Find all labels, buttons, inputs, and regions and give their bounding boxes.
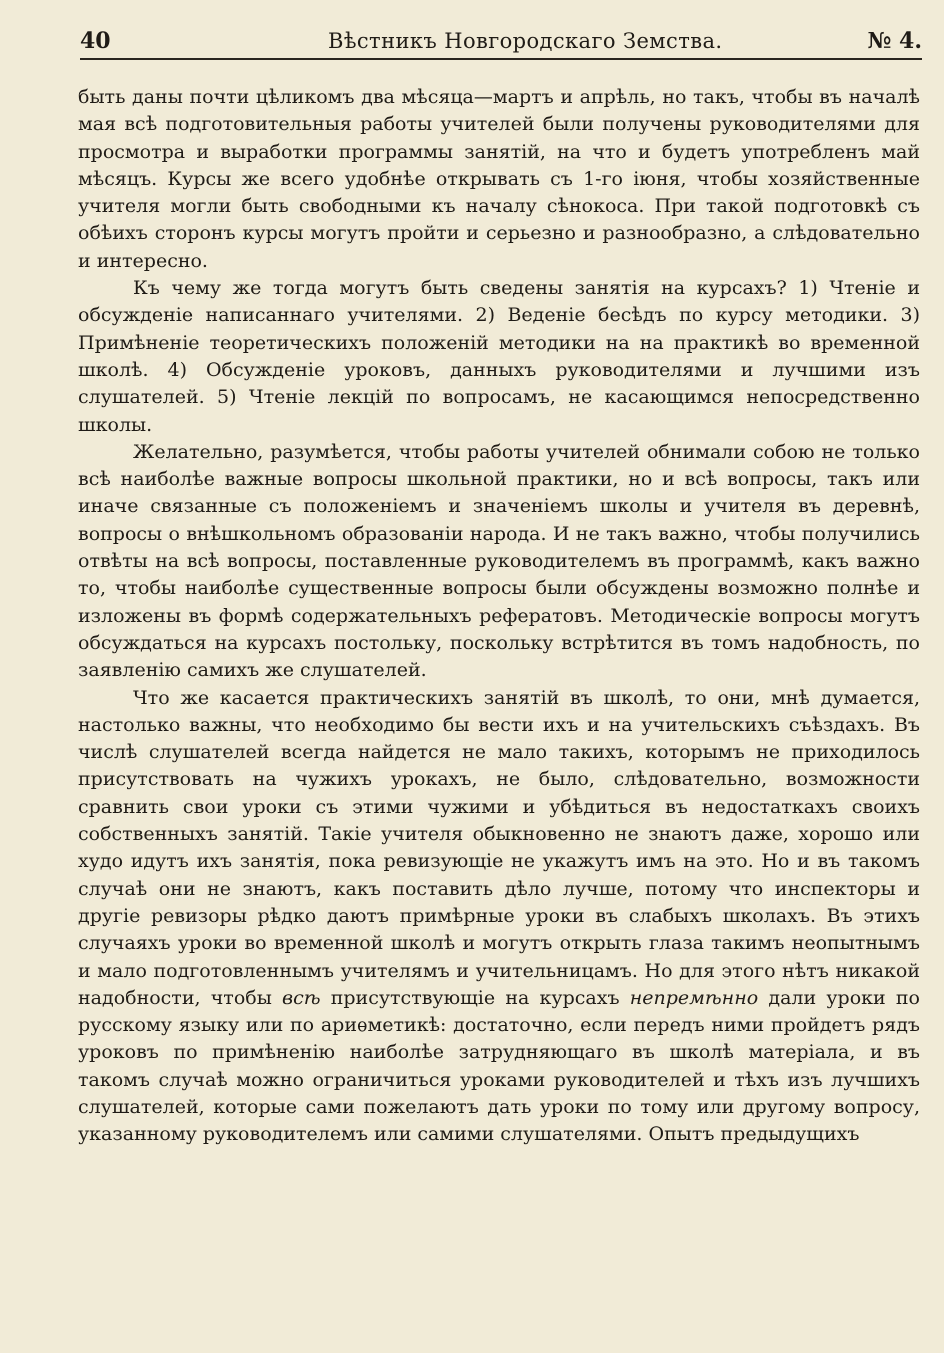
page-content	[78, 84, 920, 1149]
running-title: Вѣстникъ Новгородскаго Земства.	[328, 29, 723, 53]
paragraph-3: Желательно, разумѣется, чтобы работы учителей обнимали собою не только всѣ наиболѣе важные вопросы школьной практики, но и всѣ вопросы, такъ или иначе связанные съ положеніемъ и значеніемъ школы и учителя въ деревнѣ, вопросы о внѣшкольномъ образованіи народа. И не такъ важно, чтобы получились отвѣты на всѣ вопросы, поставленные руководителемъ въ программѣ, какъ важно то, чтобы наиболѣе существенные вопросы были обсуждены возможно полнѣе и изложены въ формѣ содержательныхъ рефератовъ. Методическіе вопросы могутъ обсуждаться на курсахъ постольку, поскольку встрѣтится въ томъ надобность, по заявленію самихъ же слушателей.	[78, 440, 920, 682]
paragraph-4-text-e: дали уроки по русскому языку или по ариѳметикѣ: достаточно, если передъ ними пройдетъ рядъ уроковъ по примѣненію наиболѣе затрудняющаго въ школѣ матеріала, и въ такомъ случаѣ можно ограничиться уроками руководителей и тѣхъ изъ лучшихъ слушателей, которые сами пожелаютъ дать уроки по тому или другому вопросу, указанному руководителемъ или самими слушателями. Опытъ предыдущихъ	[78, 986, 920, 1146]
paragraph-4	[78, 685, 920, 1149]
paragraph-4-text-a: Что же касается практическихъ занятій въ школѣ, то они, мнѣ думается, настолько важны, что необходимо бы вести ихъ и на учительскихъ съѣздахъ. Въ числѣ слушателей всегда найдется не мало такихъ, которымъ не приходилось присутствовать на чужихъ урокахъ, не было, слѣдовательно, возможности сравнить свои уроки съ этими чужими и убѣдиться въ недостаткахъ своихъ собственныхъ занятій. Такіе учителя обыкновенно не знаютъ даже, хорошо или худо идутъ ихъ занятія, пока ревизующіе не укажутъ имъ на это. Но и въ такомъ случаѣ они не знаютъ, какъ поставить дѣло лучше, потому что инспекторы и другіе ревизоры рѣдко даютъ примѣрные уроки въ слабыхъ школахъ. Въ этихъ случаяхъ уроки во временной школѣ и могутъ открыть глаза такимъ неопытнымъ и мало подготовленнымъ учителямъ и учительницамъ. Но для этого нѣтъ никакой надобности, чтобы	[78, 686, 920, 1009]
issue-number: № 4.	[867, 28, 922, 54]
paragraph-2: Къ чему же тогда могутъ быть сведены занятія на курсахъ? 1) Чтеніе и обсужденіе написаннаго учителями. 2) Веденіе бесѣдъ по курсу методики. 3) Примѣненіе теоретическихъ положеній методики на на практикѣ во временной школѣ. 4) Обсужденіе уроковъ, данныхъ руководителями и лучшими изъ слушателей. 5) Чтеніе лекцій по вопросамъ, не касающимся непосредственно школы.	[78, 277, 920, 436]
page-number: 40	[80, 28, 111, 54]
page-header	[80, 24, 922, 60]
emphasis-vse: всѣ	[282, 986, 321, 1009]
paragraph-1: быть даны почти цѣликомъ два мѣсяца—мартъ и апрѣль, но такъ, чтобы въ началѣ мая всѣ подготовительныя работы учителей были получены руководителями для просмотра и выработки программы занятій, на что и будетъ употребленъ май мѣсяцъ. Курсы же всего удобнѣе открывать съ 1-го іюня, чтобы хозяйственные учителя могли быть свободными къ началу сѣнокоса. При такой подготовкѣ съ обѣихъ сторонъ курсы могутъ пройти и серьезно и разнообразно, а слѣдовательно и интересно.	[78, 86, 920, 272]
paragraph-4-text-c: присутствующіе на курсахъ	[320, 986, 630, 1009]
emphasis-nepremenno: непремѣнно	[629, 986, 759, 1009]
